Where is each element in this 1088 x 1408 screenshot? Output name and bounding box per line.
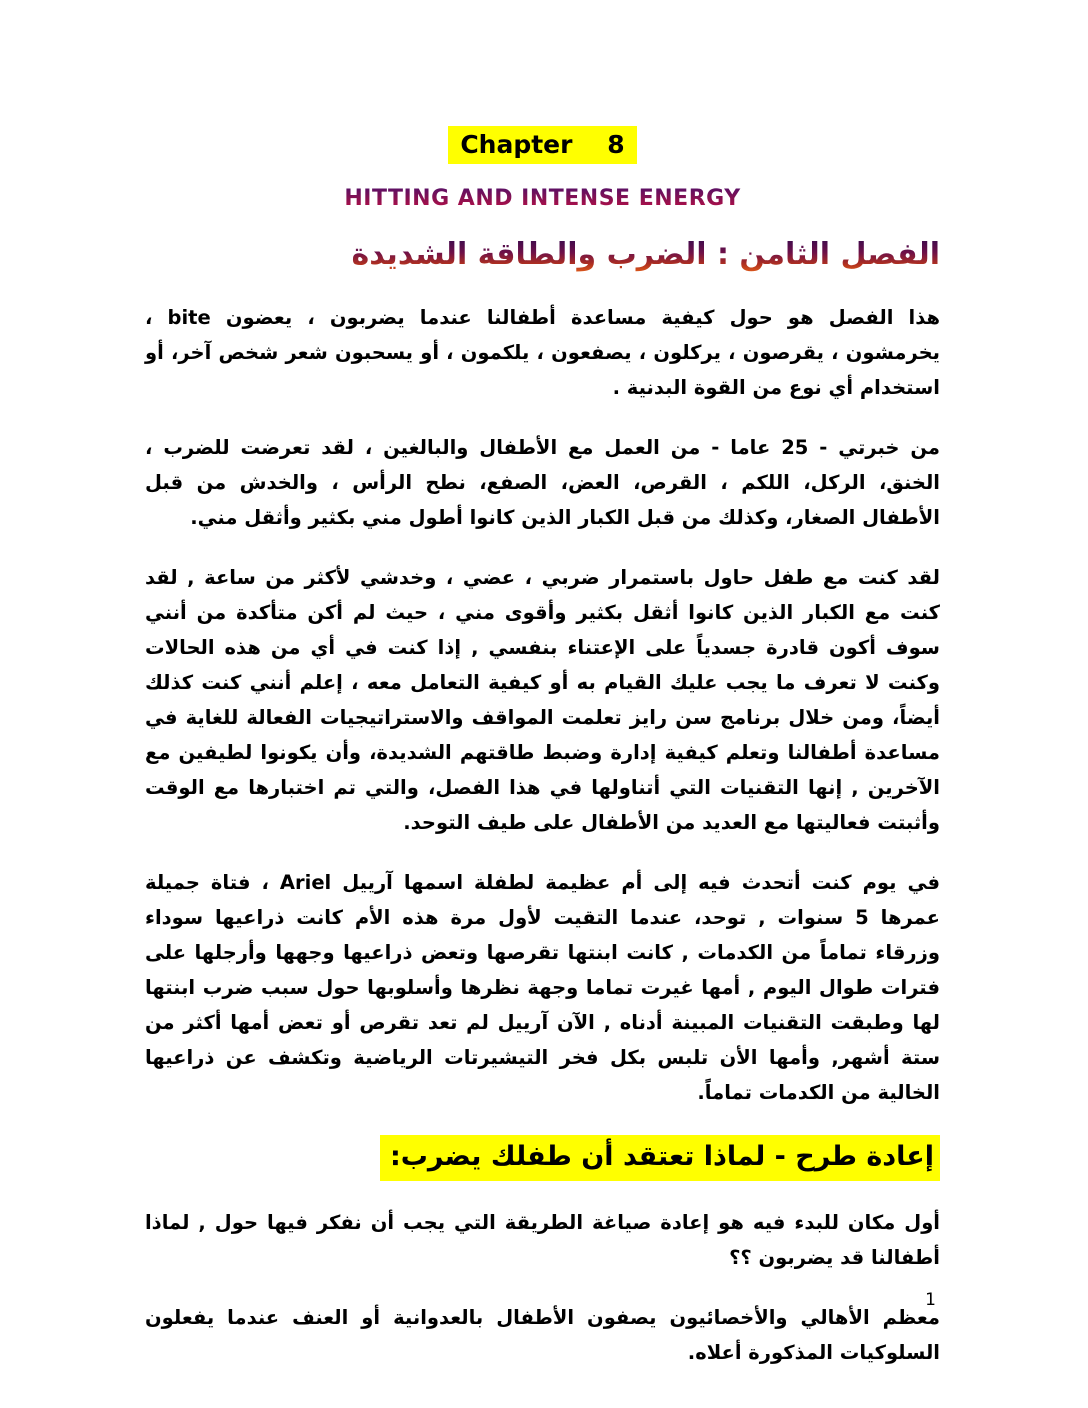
- english-title: HITTING AND INTENSE ENERGY: [145, 186, 940, 211]
- paragraph-experience: من خبرتي - 25 عاما - من العمل مع الأطفال والبالغين ، لقد تعرضت للضرب ، الخنق، الركل، اللكم ، القرص، العض، الصفع، نطح الرأس ، والخدش من قبل الأطفال الصغار، وكذلك من قبل الكبار الذين كانوا أطول مني بكثير وأثقل مني.: [145, 436, 940, 529]
- page-number: 1: [925, 1290, 936, 1310]
- paragraph-reframe: أول مكان للبدء فيه هو إعادة صياغة الطريقة التي يجب أن نفكر فيها حول , لماذا أطفالنا قد يضربون ؟؟: [145, 1210, 940, 1269]
- arabic-title: الفصل الثامن : الضرب والطاقة الشديدة: [145, 235, 940, 274]
- chapter-heading-row: [145, 126, 940, 164]
- chapter-heading: Chapter 8: [448, 126, 636, 164]
- paragraph-intro: هذا الفصل هو حول كيفية مساعدة أطفالنا عندما يضربون ، يعضون bite ، يخرمشون ، يقرصون ، يركلون ، يصفعون ، يلكمون ، أو يسحبون شعر شخص آخر، أو استخدام أي نوع من القوة البدنية .: [145, 306, 940, 399]
- paragraph-ariel-story: في يوم كنت أتحدث فيه إلى أم عظيمة لطفلة اسمها آرييل Ariel ، فتاة جميلة عمرها 5 سنوات , توحد، عندما التقيت لأول مرة هذه الأم كانت ذراعيها سوداء وزرقاء تماماً من الكدمات , كانت ابنتها تقرصها وتعض ذراعيها وجهها وأرجلها على فترات طوال اليوم , أمها غيرت تماما وجهة نظرها وأسلوبها حول سبب ضرب ابنتها لها وطبقت التقنيات المبينة أدناه , الآن آرييل لم تعد تقرص أو تعض أمها أكثر من ستة أشهر, وأمها الأن تلبس بكل فخر التيشيرتات الرياضية وتكشف عن ذراعيها الخالية من الكدمات تماماً.: [145, 871, 940, 1104]
- section-heading: إعادة طرح - لماذا تعتقد أن طفلك يضرب:: [380, 1135, 940, 1181]
- paragraph-labels: معظم الأهالي والأخصائيون يصفون الأطفال بالعدوانية أو العنف عندما يفعلون السلوكيات المذكورة أعلاه.: [145, 1305, 940, 1364]
- paragraph-sonrise: لقد كنت مع طفل حاول باستمرار ضربي ، عضي ، وخدشي لأكثر من ساعة , لقد كنت مع الكبار الذين كانوا أثقل بكثير وأقوى مني ، حيث لم أكن متأكدة من أنني سوف أكون قادرة جسدياً على الإعتناء بنفسي , إذا كنت في أي من هذه الحالات وكنت لا تعرف ما يجب عليك القيام به أو كيفية التعامل معه ، إعلم أنني كنت كذلك أيضاً، ومن خلال برنامج سن رايز تعلمت المواقف والاستراتيجيات الفعالة للغاية في مساعدة أطفالنا وتعلم كيفية إدارة وضبط طاقتهم الشديدة، وأن يكونوا لطيفين مع الآخرين , إنها التقنيات التي أتناولها في هذا الفصل، والتي تم اختبارها مع الوقت وأثبتت فعاليتها مع العديد من الأطفال على طيف التوحد.: [145, 566, 940, 834]
- section-heading-row: [145, 1135, 940, 1181]
